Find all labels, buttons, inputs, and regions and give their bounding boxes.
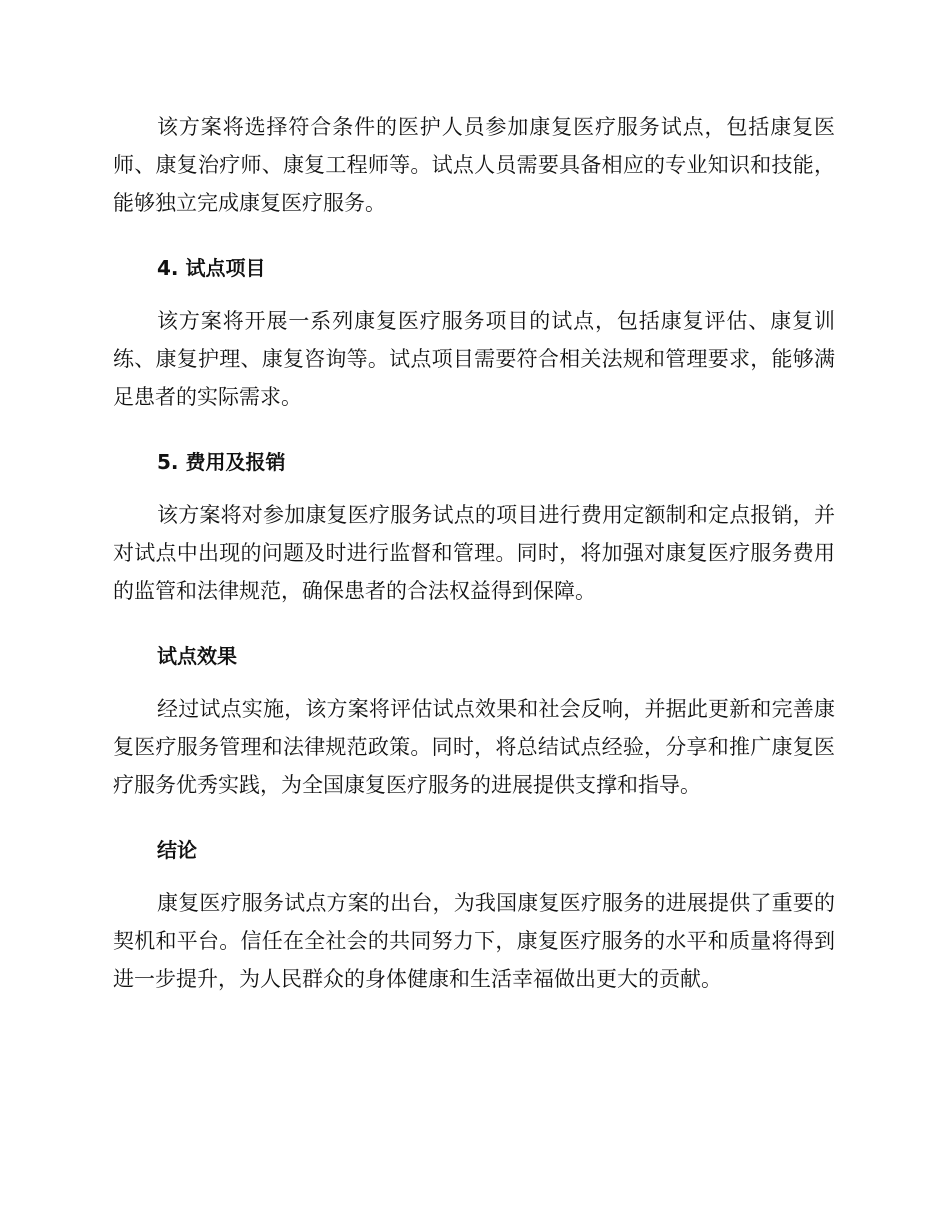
heading-conclusion: 结论 — [157, 838, 197, 862]
paragraph-pilot-staff: 该方案将选择符合条件的医护人员参加康复医疗服务试点，包括康复医师、康复治疗师、康复工程师等。试点人员需要具备相应的专业知识和技能，能够独立完成康复医疗服务。 — [113, 115, 835, 215]
heading-cost-reimbursement: 5. 费用及报销 — [157, 450, 286, 474]
heading-pilot-results: 试点效果 — [157, 644, 237, 668]
heading-pilot-projects: 4. 试点项目 — [157, 256, 266, 280]
paragraph-conclusion: 康复医疗服务试点方案的出台，为我国康复医疗服务的进展提供了重要的契机和平台。信任在全社会的共同努力下，康复医疗服务的水平和质量将得到进一步提升，为人民群众的身体健康和生活幸福做出更大的贡献。 — [113, 891, 835, 991]
paragraph-pilot-results: 经过试点实施，该方案将评估试点效果和社会反响，并据此更新和完善康复医疗服务管理和法律规范政策。同时，将总结试点经验，分享和推广康复医疗服务优秀实践，为全国康复医疗服务的进展提供支撑和指导。 — [113, 697, 835, 797]
paragraph-cost-reimbursement: 该方案将对参加康复医疗服务试点的项目进行费用定额制和定点报销，并对试点中出现的问题及时进行监督和管理。同时，将加强对康复医疗服务费用的监管和法律规范，确保患者的合法权益得到保障。 — [113, 503, 835, 603]
paragraph-pilot-projects: 该方案将开展一系列康复医疗服务项目的试点，包括康复评估、康复训练、康复护理、康复咨询等。试点项目需要符合相关法规和管理要求，能够满足患者的实际需求。 — [113, 309, 835, 409]
